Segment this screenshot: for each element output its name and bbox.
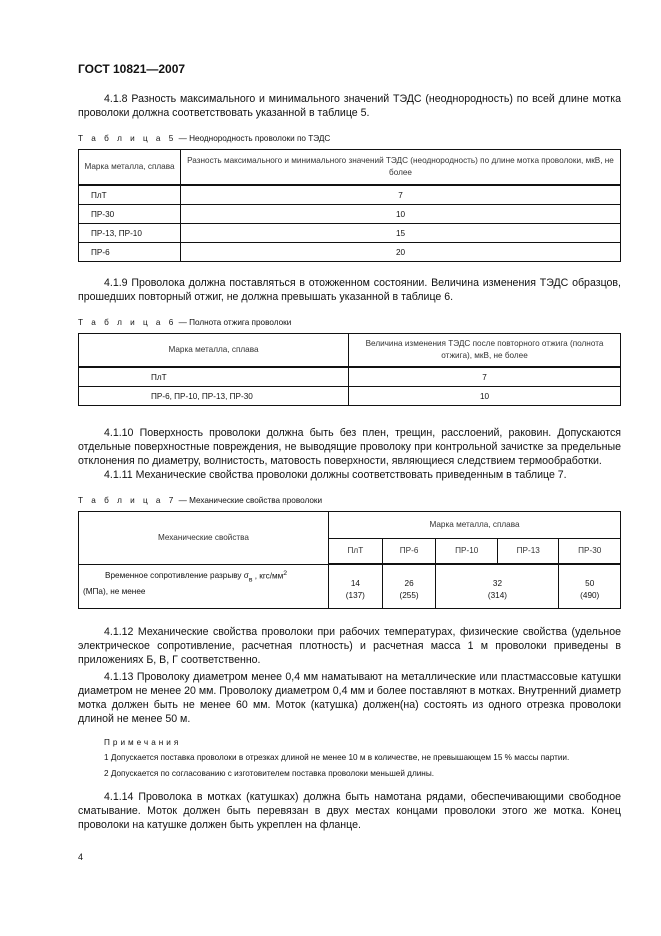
- value-cell: 10: [349, 387, 621, 406]
- clause-4-1-8: 4.1.8 Разность максимального и минимального значений ТЭДС (неоднородность) по всей длине мотка проволоки должна соответствовать указанной в таблице 5.: [78, 93, 621, 119]
- document-page: [78, 62, 621, 832]
- table-row: [79, 387, 621, 406]
- property-cell: [79, 564, 329, 608]
- table5: [78, 149, 621, 262]
- table-row: [79, 564, 621, 608]
- table6-header-value: Величина изменения ТЭДС после повторного отжига (полнота отжига), мкВ, не более: [349, 334, 621, 368]
- grade-header: ПлТ: [329, 539, 383, 565]
- grade-header: ПР-13: [497, 539, 559, 565]
- value-kgf: 32: [492, 579, 503, 589]
- property-label-2: (МПа), не менее: [83, 586, 146, 596]
- notes-heading: Примечания: [104, 737, 182, 747]
- value-kgf: 50: [585, 579, 595, 589]
- value-kgf: 14: [350, 579, 360, 589]
- value-kgf: 26: [404, 579, 414, 589]
- value-mpa: (255): [399, 591, 419, 601]
- value-cell: [329, 564, 383, 608]
- value-cell: 7: [349, 367, 621, 387]
- value-cell: 7: [181, 185, 621, 205]
- value-cell: [559, 564, 621, 608]
- grade-header: ПР-6: [382, 539, 436, 565]
- document-header: ГОСТ 10821—2007: [78, 62, 186, 76]
- table7-caption: [78, 496, 621, 505]
- table6-title: — Полнота отжига проволоки: [176, 318, 292, 327]
- clause-4-1-10: 4.1.10 Поверхность проволоки должна быть без плен, трещин, расслоений, раковин. Допускаются отдельные поверхностные повреждения, не выводящие проволоку при контрольной зачистке за предельные отклонения по диаметру, волнистость, матовость поверхности, являющиеся следствием термообработки.: [78, 427, 621, 467]
- table7: [78, 511, 621, 609]
- property-sub: в: [248, 575, 253, 583]
- property-unit: , кгс/мм: [252, 571, 284, 581]
- clause-4-1-9: 4.1.9 Проволока должна поставляться в отожженном состоянии. Величина изменения ТЭДС образцов, прошедших повторный отжиг, не должна превышать указанной в таблице 6.: [78, 277, 621, 303]
- table7-header-property: Механические свойства: [79, 512, 329, 565]
- note-item: 1 Допускается поставка проволоки в отрезках длиной не менее 10 м в количестве, не превышающем 15 % массы партии.: [104, 752, 570, 762]
- grade-cell: ПР-30: [79, 205, 181, 224]
- clause-4-1-11: 4.1.11 Механические свойства проволоки должны соответствовать приведенным в таблице 7.: [104, 469, 567, 481]
- value-cell: 10: [181, 205, 621, 224]
- grade-header: ПР-30: [559, 539, 621, 565]
- value-mpa: (137): [345, 591, 365, 601]
- grade-cell: ПР-6, ПР-10, ПР-13, ПР-30: [79, 387, 349, 406]
- notes: [78, 736, 621, 780]
- grade-header: ПР-10: [436, 539, 498, 565]
- note-item: 2 Допускается по согласованию с изготовителем поставка проволоки меньшей длины.: [104, 768, 434, 778]
- table-row: [79, 243, 621, 262]
- table-row: [79, 205, 621, 224]
- table5-header-value: Разность максимального и минимального значений ТЭДС (неоднородность) по длине мотка проволоки, мкВ, не более: [181, 150, 621, 186]
- property-sup: 2: [283, 569, 288, 577]
- table7-label: Т а б л и ц а 7: [78, 496, 177, 505]
- table7-header-group: Марка металла, сплава: [329, 512, 621, 539]
- table-row: [79, 367, 621, 387]
- value-mpa: (490): [580, 591, 600, 601]
- property-label: Временное сопротивление разрыву σ: [105, 571, 249, 581]
- value-cell: 15: [181, 224, 621, 243]
- page-number: 4: [78, 852, 84, 862]
- grade-cell: ПлТ: [79, 185, 181, 205]
- table5-label: Т а б л и ц а 5: [78, 134, 177, 143]
- table6-header-grade: Марка металла, сплава: [79, 334, 349, 368]
- clause-4-1-14: 4.1.14 Проволока в мотках (катушках) должна быть намотана рядами, обеспечивающими свободное сматывание. Моток должен быть перевязан в двух местах концами проволоки этого же мотка. Конец проволоки на катушке должен быть укреплен на фланце.: [78, 790, 621, 831]
- table5-caption: [78, 134, 621, 143]
- table-row: [79, 224, 621, 243]
- grade-cell: ПР-6: [79, 243, 181, 262]
- table6-caption: [78, 318, 621, 327]
- clause-4-1-12: 4.1.12 Механические свойства проволоки при рабочих температурах, физические свойства (удельное электрическое сопротивление, расчетная плотность) и расчетная масса 1 м проволоки приведены в приложениях Б, В, Г соответственно.: [78, 625, 621, 666]
- value-cell: [436, 564, 559, 608]
- table6-label: Т а б л и ц а 6: [78, 318, 177, 327]
- value-cell: [382, 564, 436, 608]
- value-mpa: (314): [487, 591, 508, 601]
- value-cell: 20: [181, 243, 621, 262]
- clause-4-1-13: 4.1.13 Проволоку диаметром менее 0,4 мм наматывают на металлические или пластмассовые катушки диаметром не менее 20 мм. Проволоку диаметром 0,4 мм и более поставляют в мотках. Внутренний диаметр мотка должен быть не менее 60 мм. Моток (катушка) должен(на) состоять из одного отрезка проволоки длиной не менее 50 м.: [78, 670, 621, 725]
- table6: [78, 333, 621, 406]
- grade-cell: ПР-13, ПР-10: [79, 224, 181, 243]
- table5-header-grade: Марка металла, сплава: [79, 150, 181, 186]
- table7-title: — Механические свойства проволоки: [176, 496, 323, 505]
- table5-title: — Неоднородность проволоки по ТЭДС: [176, 134, 331, 143]
- grade-cell: ПлТ: [79, 367, 349, 387]
- table-row: [79, 185, 621, 205]
